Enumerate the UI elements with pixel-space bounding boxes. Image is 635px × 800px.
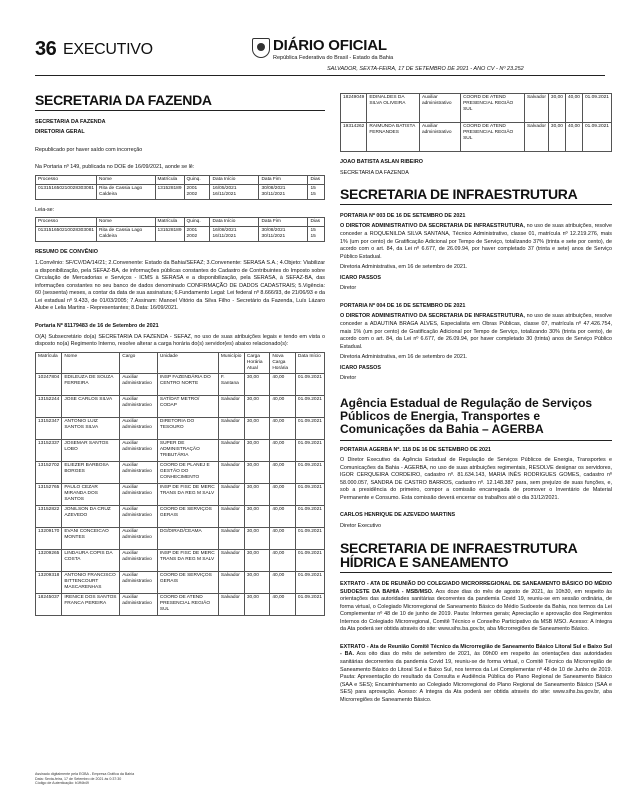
portaria-004-text: O DIRETOR ADMINISTRATIVO DA SECRETARIA DE INFRAESTRUTURA, no uso de suas atribuições, resolve conceder a ADAUTINA BRAGA ALVES, Especialista em Obras Públicas, classe 07, matrícula nº 47.426.754, mais 1% (um por cento) de Gratificação Adicional por Tempo de Serviço, totalizando 30% (trinta por cento), de acordo com o art. 84, da Lei nº 6.677, de 26.09.94, por haver completado 30 (trinta) anos de Serviço Público Estadual. [340, 313, 612, 350]
servidor-cell-4: Salvador [218, 395, 244, 417]
process-table-corrected [35, 217, 325, 242]
servidor-cell-3: COORD DE ATEND PRESENCIAL REGIÃO SUL [461, 94, 525, 123]
servidor-cell-7: 01.09.2021 [295, 527, 324, 549]
servidor-cell-6: 40,00 [270, 505, 296, 527]
servidor-cell-2: Auxiliar administrativo [120, 373, 158, 395]
agerba-role: Diretor Executivo [340, 523, 382, 529]
portaria-003-signer: ICARO PASSOS [340, 274, 381, 281]
process-cell-1: Rita de Cassia Lago Caldeira [97, 184, 155, 199]
servidor-cell-2: Auxiliar administrativo [120, 549, 158, 571]
servidor-cell-6: 40,00 [565, 123, 582, 152]
servidor-cell-1: LINDAURA COPIS DA COSTA [62, 549, 120, 571]
servidor-cell-0: 10247804 [36, 373, 62, 395]
servidor-cell-7: 01.09.2021 [295, 461, 324, 483]
agerba-signer: CARLOS HENRIQUE DE AZEVEDO MARTINS [340, 512, 456, 519]
servidor-cell-5: 30,00 [548, 94, 565, 123]
servidor-cell-7: 01.09.2021 [582, 94, 611, 123]
servidor-cell-6: 40,00 [270, 461, 296, 483]
process-cell-5: 30/08/2021 30/11/2021 [259, 227, 308, 242]
servidor-cell-4: Salvador [524, 94, 548, 123]
servidor-cell-7: 01.09.2021 [582, 123, 611, 152]
signer-role: SECRETARIA DA FAZENDA [340, 169, 409, 176]
servidor-cell-2: Auxiliar administrativo [120, 483, 158, 505]
servidor-header-0: Matrícula [36, 352, 62, 373]
table-row [341, 94, 612, 123]
servidor-cell-1: JONILSON DA CRUZ AZEVEDO [62, 505, 120, 527]
section-title-fazenda: SECRETARIA DA FAZENDA [35, 93, 325, 111]
servidor-header-6: Nova Carga Horária [270, 352, 296, 373]
portaria-004-signer: ICARO PASSOS [340, 364, 381, 371]
process-header-5: Data Fim [259, 175, 308, 184]
servidor-cell-1: ELIEZER BARBOSA BORGES [62, 461, 120, 483]
table-row [341, 123, 612, 152]
servidor-cell-3: INSP FAZENDÁRIA DO CENTRO NORTE [157, 373, 218, 395]
servidor-cell-5: 30,00 [548, 123, 565, 152]
servidor-cell-0: 13209265 [36, 549, 62, 571]
servidor-cell-1: ANTONIO LUIZ SANTOS SILVA [62, 417, 120, 439]
servidor-cell-4: Salvador [218, 483, 244, 505]
servidor-cell-7: 01.09.2021 [295, 373, 324, 395]
servidor-header-7: Data Início [295, 352, 324, 373]
process-cell-6: 15 15 [308, 227, 325, 242]
process-header-0: Processo [36, 218, 97, 227]
servidores-table-continued [340, 93, 612, 152]
servidor-cell-0: 13209318 [36, 571, 62, 593]
table-row [36, 505, 325, 527]
org-name: SECRETARIA DA FAZENDA [35, 118, 106, 125]
servidor-cell-2: Auxiliar administrativo [120, 395, 158, 417]
servidor-cell-1: ANTONIO FRANCISCO BITTENCOURT MASCARENHAS [62, 571, 120, 593]
servidor-cell-3: COORD DE PLANEJ E GESTÃO DO CONHECIMENTO [157, 461, 218, 483]
process-cell-6: 15 15 [308, 184, 325, 199]
servidores-table [35, 352, 325, 616]
portaria-004-role: Diretor [340, 375, 357, 382]
servidor-cell-0: 13209170 [36, 527, 62, 549]
table-row [36, 373, 325, 395]
servidor-cell-2: Auxiliar administrativo [120, 505, 158, 527]
servidor-cell-3: COORD DE ATEND PRESENCIAL REGIÃO SUL [461, 123, 525, 152]
process-header-3: Quinq. [184, 175, 210, 184]
table-row [36, 549, 325, 571]
table-row [36, 417, 325, 439]
table-row [36, 395, 325, 417]
agerba-text: O Diretor Executivo da Agência Estadual de Regulação de Serviços Públicos de Energia, Transportes e Comunicações da Bahia - AGERBA, no uso de suas atribuições regimentais, RESOLVE designar os servidores, IGOR CERQUEIRA CORDEIRO, cadastro nº. 81.634.143, MARIA INÊS RODRIGUES GOMES, cadastro nº 58.000.057, SANDRA DE CASTRO BARROS, cadastro nº. 12.148.387 para, sem prejuízo de suas funções, e, sob a presidência do primeiro, compor a comissão encarregada de promover o Inventário de Material Permanente e Consumo. Esta comissão deverá encerrar os trabalhos até o dia 31/12/2021. [340, 457, 612, 501]
process-header-1: Nome [97, 175, 155, 184]
servidor-cell-4: F. Santana [218, 373, 244, 395]
extrato-1: EXTRATO - ATA DE REUNIÃO DO COLEGIADO MICRORREGIONAL DE SANEAMENTO BÁSICO DO MÉDIO SUDOESTE DA BAHIA - MSB/MSO. Aos doze dias do mês de agosto de 2021, às 10h30, em respeito às orientações das autoridades sanitárias decorrentes da pandemia Covid 19, reuniu-se em sessão ordinária, de forma virtual, o Colegiado Microrregional de Saneamento Básico do Médio Sudoeste da Bahia, nos termos da Lei Complementar nº 48 de 10 de junho de 2019. Pauta: Informes gerais; Apreciação e aprovação dos Regimentos Internos do Colegiado Microrregional, Comitê Técnico e Conselho Participativo da MSB MSO. Acesso: A íntegra da Ata poderá ser obtida através do site: www.sihs.ba.gov.br, aba Microrregiões de Saneamento Básico. [340, 580, 612, 633]
process-cell-1: Rita de Cassia Lago Caldeira [97, 227, 155, 242]
process-header-6: Dias [308, 218, 325, 227]
dateline: SALVADOR, SEXTA-FEIRA, 17 DE SETEMBRO DE 2021 - ANO CV - Nº 23.252 [327, 66, 524, 72]
servidor-cell-3: COORD DE SERVIÇOS GERAIS [157, 571, 218, 593]
servidor-cell-2: Auxiliar administrativo [120, 527, 158, 549]
process-header-2: Matrícula [155, 175, 184, 184]
servidor-cell-5: 30,00 [244, 505, 269, 527]
process-cell-4: 16/08/2021 16/11/2021 [210, 227, 259, 242]
servidor-cell-1: PAULO CEZAR MIRANDA DOS SANTOS [62, 483, 120, 505]
process-header-4: Data Início [210, 218, 259, 227]
resumo-text: 1.Convênio: SF/CV/DA/14/21; 2.Convenente: Estado da Bahia/SEFAZ; 3.Convenente: SERASA S.A.; 4.Objeto: Viabilizar a disponibilização, pela SEFAZ-BA, de informações públicas constantes do Cadastro de Contribuintes do Imposto sobre Circulação de Mercadorias e Serviços - ICMS à SERASA e a disponibilização, pela SERASA, à SEFAZ-BA, das informações constantes no seu banco de dados denominado CONFIRMAÇÃO DE DADOS CADASTRAIS; 5.Vigência: 60 (sessenta) meses, a contar da data de sua assinatura; 6.Fundamento Legal: Lei federal nº 8.666/93, de 21/06/93 e da Lei estadual nº 9.433, de 01/03/2005; 7.Assinam: Manoel Vitório da Silva Filho - Secretário da Fazenda, Luís Lázaro Alube e Lelia Martins - Representantes; 8.Data: 16/09/2021. [35, 260, 325, 312]
correction-read-as: Leia-se: [35, 206, 55, 213]
coat-of-arms-icon [252, 38, 270, 58]
servidor-cell-1: JOSE CARLOS SILVA [62, 395, 120, 417]
table-row [36, 483, 325, 505]
republished-note: Republicado por haver saído com incorreção [35, 146, 143, 153]
brand-subtitle: República Federativa do Brasil - Estado da Bahia [273, 55, 394, 61]
servidor-cell-2: Auxiliar administrativo [120, 593, 158, 615]
servidor-cell-0: 19314262 [341, 123, 367, 152]
table-row [36, 571, 325, 593]
portaria-003-place: Diretoria Administrativa, em 16 de setembro de 2021. [340, 264, 468, 271]
servidor-cell-4: Salvador [524, 123, 548, 152]
table-row [36, 527, 325, 549]
servidor-cell-3: INSP DE FISC DE MERC TRANS DA REG M SALV [157, 483, 218, 505]
servidor-cell-7: 01.09.2021 [295, 483, 324, 505]
servidor-header-1: Nome [62, 352, 120, 373]
servidor-cell-6: 40,00 [270, 593, 296, 615]
servidor-cell-6: 40,00 [270, 549, 296, 571]
servidor-cell-4: Salvador [218, 549, 244, 571]
servidor-cell-5: 30,00 [244, 417, 269, 439]
servidor-cell-5: 30,00 [244, 483, 269, 505]
org-dept: DIRETORIA GERAL [35, 129, 85, 136]
servidor-cell-5: 30,00 [244, 461, 269, 483]
servidor-cell-4: Salvador [218, 461, 244, 483]
portaria-004-title: PORTARIA Nº 004 DE 16 DE SETEMBRO DE 2021 [340, 302, 466, 309]
servidor-cell-4: Salvador [218, 593, 244, 615]
process-header-6: Dias [308, 175, 325, 184]
servidor-cell-0: 13152347 [36, 417, 62, 439]
servidor-cell-7: 01.09.2021 [295, 439, 324, 461]
servidor-cell-7: 01.09.2021 [295, 417, 324, 439]
servidor-cell-1: JOSEMAR SANTOS LOBO [62, 439, 120, 461]
portaria-003-text: O DIRETOR ADMINISTRATIVO DA SECRETARIA DE INFRAESTRUTURA, no uso de suas atribuições, resolve conceder a ROQUENILDA SILVA SANTANA, Técnico Administrativo, classe 01, matrícula nº 12.219.276, mais 1% (um por cento) de Gratificação Adicional por Tempo de Serviço, totalizando 37% (trinta e sete por cento), de acordo com o art. 84, da Lei nº 6.677, de 26.09.94, por haver completado 37 (trinta e sete) anos de Serviço Público Estadual. [340, 223, 612, 260]
servidor-cell-5: 30,00 [244, 395, 269, 417]
digital-signature-footer: Assinado digitalmente pela EGBA - Empresa Gráfica da Bahia Data: Sexta-feira, 17 de Setembro de 2021 às 0:37:30 Código de Autenticação: b1ff4b49 [35, 772, 135, 786]
process-header-4: Data Início [210, 175, 259, 184]
servidor-cell-7: 01.09.2021 [295, 505, 324, 527]
servidor-header-2: Cargo [120, 352, 158, 373]
servidor-cell-0: 18245037 [36, 593, 62, 615]
servidor-cell-0: 13152337 [36, 439, 62, 461]
correction-intro: Na Portaria nº 149, publicada no DOE de 16/09/2021, aonde se lê: [35, 164, 195, 171]
process-cell-5: 30/08/2021 30/11/2021 [259, 184, 308, 199]
servidor-cell-5: 30,00 [244, 549, 269, 571]
servidor-cell-6: 40,00 [270, 571, 296, 593]
process-header-0: Processo [36, 175, 97, 184]
newspaper-brand: DIÁRIO OFICIAL [273, 37, 387, 54]
servidor-cell-1: EVANI CONCEICAO MONTES [62, 527, 120, 549]
process-header-3: Quinq. [184, 218, 210, 227]
servidor-cell-5: 30,00 [244, 373, 269, 395]
servidor-cell-7: 01.09.2021 [295, 571, 324, 593]
servidor-cell-0: 13152765 [36, 483, 62, 505]
table-row [36, 439, 325, 461]
resumo-title: RESUMO DE CONVÊNIO [35, 249, 98, 256]
servidor-cell-2: Auxiliar administrativo [120, 439, 158, 461]
servidor-header-3: Unidade [157, 352, 218, 373]
portaria-title: Portaria Nº 81179483 de 16 de Setembro de 2021 [35, 322, 159, 329]
agerba-title: Agência Estadual de Regulação de Serviços Públicos de Energia, Transportes e Comunicações da Bahia – AGERBA [340, 397, 612, 441]
servidor-cell-2: Auxiliar administrativo [120, 461, 158, 483]
table-row [36, 461, 325, 483]
section-title-hidrica: SECRETARIA DE INFRAESTRUTURA HÍDRICA E SANEAMENTO [340, 541, 612, 573]
servidor-cell-4: Salvador [218, 439, 244, 461]
process-cell-3: 2001 2002 [184, 227, 210, 242]
servidor-cell-5: 30,00 [244, 593, 269, 615]
extrato-2: EXTRATO - Ata de Reunião Comitê Técnico da Microrregião de Saneamento Básico Litoral Sul e Baixo Sul - BA. Aos oito dias do mês de setembro de 2021, às 09h00 em respeito às orientações das autoridades sanitárias decorrentes da pandemia Covid 19, reuniu-se de forma virtual, o Comitê Técnico da Microrregião de Saneamento Básico do Litoral Sul e Baixo Sul, nos termos da Lei Complementar nº 48 de 10 de Junho de 2019. Pauta: Apresentação do resultado da Consulta e Audiência Pública do Plano Regional de Saneamento Básico (SAA e SES); Encaminhamento ao Colegiado Microrregional do Plano Regional de Saneamento Básico (SAA e SES) para aprovação. Acesso: A íntegra da Ata poderá ser obtida através do site: www.sihs.ba.gov.br, aba Microrregiões de Saneamento Básico. [340, 643, 612, 703]
servidor-cell-7: 01.09.2021 [295, 549, 324, 571]
process-cell-0: 013151650210028303081 [36, 184, 97, 199]
servidor-cell-0: 13152702 [36, 461, 62, 483]
left-column [35, 93, 325, 616]
servidor-cell-4: Salvador [218, 527, 244, 549]
servidor-cell-5: 30,00 [244, 527, 269, 549]
servidor-cell-0: 13152244 [36, 395, 62, 417]
servidor-cell-3: INSP DE FISC DE MERC TRANS DA REG M SALV [157, 549, 218, 571]
servidor-cell-6: 40,00 [565, 94, 582, 123]
servidor-cell-1: EDILEUZA DE SOUZA FERREIRA [62, 373, 120, 395]
agerba-portaria-title: PORTARIA AGERBA Nº. 118 DE 16 DE SETEMBRO DE 2021 [340, 446, 492, 453]
servidor-cell-1: EDINALDES DA SILVA OLIVEIRA [367, 94, 420, 123]
portaria-004-place: Diretoria Administrativa, em 16 de setembro de 2021. [340, 354, 468, 361]
process-header-2: Matrícula [155, 218, 184, 227]
servidor-cell-6: 40,00 [270, 527, 296, 549]
servidor-cell-3: DIRETORIA DO TESOURO [157, 417, 218, 439]
servidor-cell-6: 40,00 [270, 395, 296, 417]
servidor-cell-6: 40,00 [270, 373, 296, 395]
servidor-cell-6: 40,00 [270, 417, 296, 439]
servidor-cell-1: RAIMUNDA BATISTA FERNANDES [367, 123, 420, 152]
servidor-cell-3: DG/DIRAD/CEAMA [157, 527, 218, 549]
servidor-cell-3: COORD DE ATEND PRESENCIAL REGIÃO SUL [157, 593, 218, 615]
servidor-header-5: Carga Horária Atual [244, 352, 269, 373]
servidor-cell-6: 40,00 [270, 439, 296, 461]
process-cell-4: 16/05/2021 16/11/2021 [210, 184, 259, 199]
servidor-cell-1: IRENICE DOS SANTOS FRANCA PEREIRA [62, 593, 120, 615]
servidor-cell-2: Auxiliar administrativo [419, 123, 460, 152]
process-table-original [35, 175, 325, 200]
header-divider [35, 75, 605, 76]
servidor-cell-0: 13152822 [36, 505, 62, 527]
servidor-cell-3: SAT/DAT METRO/ CODAP [157, 395, 218, 417]
process-cell-3: 2001 2002 [184, 184, 210, 199]
servidor-cell-5: 30,00 [244, 439, 269, 461]
signer-name: JOAO BATISTA ASLAN RIBEIRO [340, 159, 423, 165]
process-cell-0: 013151650210028303081 [36, 227, 97, 242]
servidor-cell-4: Salvador [218, 417, 244, 439]
process-cell-2: 131528189 [155, 184, 184, 199]
portaria-003-title: PORTARIA Nº 003 DE 16 DE SETEMBRO DE 2021 [340, 212, 466, 219]
servidor-header-4: Município [218, 352, 244, 373]
servidor-cell-2: Auxiliar administrativo [120, 417, 158, 439]
servidor-cell-0: 18249049 [341, 94, 367, 123]
page-header [0, 0, 635, 72]
process-cell-2: 131528189 [155, 227, 184, 242]
servidor-cell-4: Salvador [218, 571, 244, 593]
right-column [340, 93, 612, 707]
servidor-cell-4: Salvador [218, 505, 244, 527]
servidor-cell-6: 40,00 [270, 483, 296, 505]
portaria-text: O(A) Subsecretário do(a) SECRETARIA DA FAZENDA - SEFAZ, no uso de suas atribuições legais e tendo em vista o disposto no(a) Regimento Interno, resolve alterar a carga horária do(s) servidor(es) abaixo relacionado(s): [35, 333, 325, 348]
page-number: 36 [35, 38, 57, 60]
servidor-cell-2: Auxiliar administrativo [120, 571, 158, 593]
servidor-cell-5: 30,00 [244, 571, 269, 593]
process-header-1: Nome [97, 218, 155, 227]
section-title-infra: SECRETARIA DE INFRAESTRUTURA [340, 187, 612, 205]
process-header-5: Data Fim [259, 218, 308, 227]
servidor-cell-7: 01.09.2021 [295, 395, 324, 417]
servidor-cell-3: COORD DE SERVIÇOS GERAIS [157, 505, 218, 527]
servidor-cell-2: Auxiliar administrativo [419, 94, 460, 123]
servidor-cell-3: SUPER DE ADMINISTRAÇÃO TRIBUTÁRIA [157, 439, 218, 461]
section-name: EXECUTIVO [63, 41, 153, 58]
table-row [36, 593, 325, 615]
portaria-003-role: Diretor [340, 285, 357, 292]
servidor-cell-7: 01.09.2021 [295, 593, 324, 615]
